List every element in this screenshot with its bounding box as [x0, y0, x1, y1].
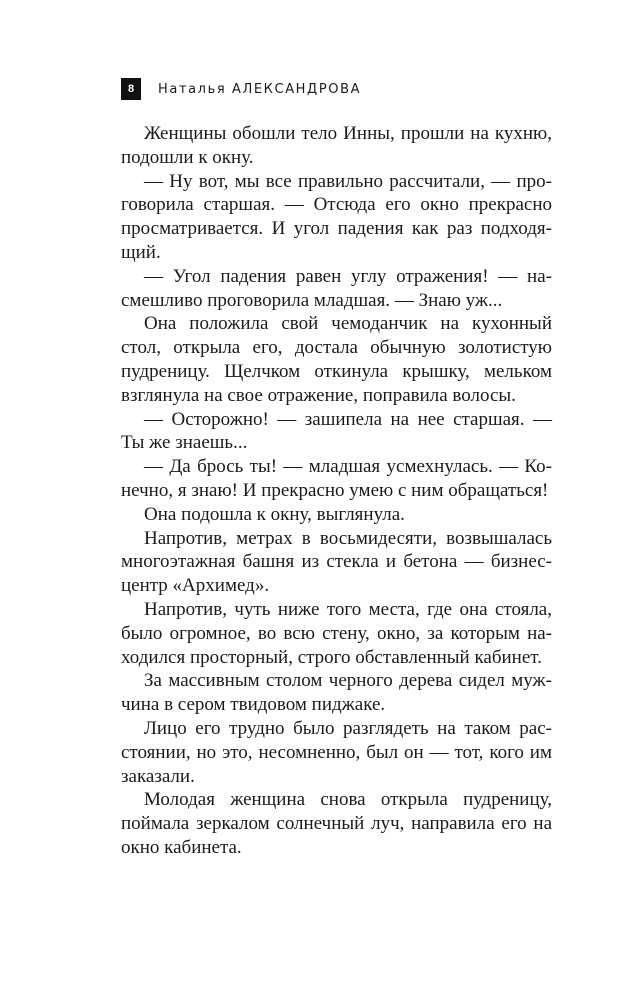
paragraph: — Ну вот, мы все правильно рассчитали, — проговорила старшая. — Отсюда его окно прекрасно просматривается. И угол падения как раз подходящий.	[121, 170, 552, 263]
running-title: Наталья АЛЕКСАНДРОВА	[158, 81, 362, 97]
page-number: 8	[121, 78, 141, 100]
paragraph: За массивным столом черного дерева сидел мужчина в сером твидовом пиджаке.	[121, 670, 552, 716]
paragraph: Она подошла к окну, выглянула.	[144, 503, 405, 525]
paragraph: Она положила свой чемоданчик на кухонный стол, открыла его, достала обычную золотистую пудреницу. Щелчком откинула крышку, мельком взглянула на свое отражение, поправила волосы.	[121, 313, 552, 406]
paragraph: — Угол падения равен углу отражения! — насмешливо проговорила младшая. — Знаю уж...	[121, 265, 552, 311]
paragraph: Молодая женщина снова открыла пудреницу, поймала зеркалом солнечный луч, направила его на окно кабинета.	[121, 789, 552, 858]
paragraph: Напротив, метрах в восьмидесяти, возвышалась многоэтажная башня из стекла и бетона — бизнес-центр «Архимед».	[121, 527, 552, 597]
paragraph: Лицо его трудно было разглядеть на таком расстоянии, но это, несомненно, был он — тот, кого им заказали.	[121, 717, 552, 787]
paragraph: Напротив, чуть ниже того места, где она стояла, было огромное, во всю стену, окно, за которым находился просторный, строго обставленный кабинет.	[121, 598, 552, 668]
paragraph: Женщины обошли тело Инны, прошли на кухню, подошли к окну.	[121, 123, 552, 168]
page-header	[121, 78, 361, 100]
body-text	[121, 122, 552, 860]
paragraph: — Да брось ты! — младшая усмехнулась. — Конечно, я знаю! И прекрасно умею с ним обращаться!	[121, 456, 552, 501]
paragraph: — Осторожно! — зашипела на нее старшая. — Ты же знаешь...	[121, 408, 552, 454]
